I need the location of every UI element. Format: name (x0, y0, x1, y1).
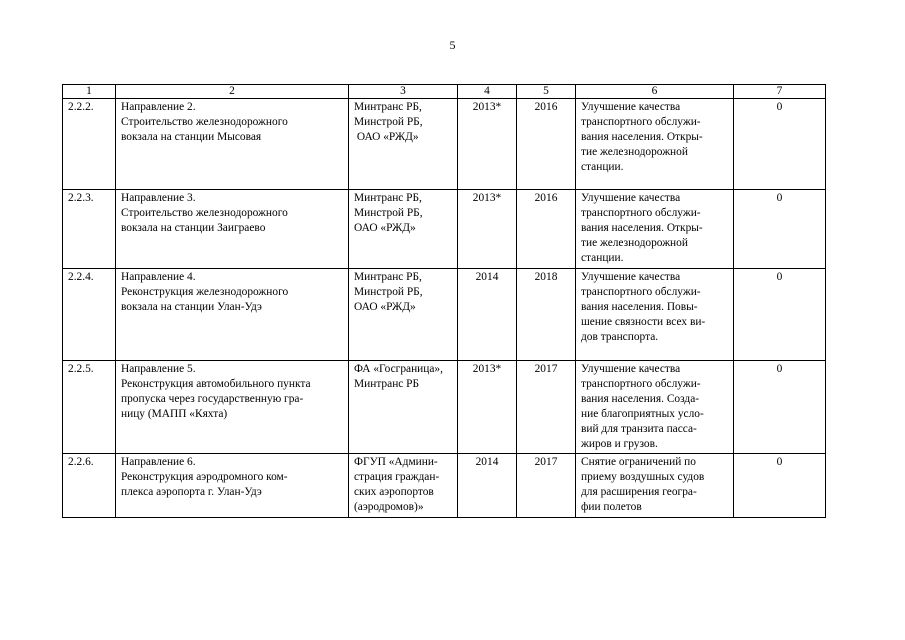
text-line: ФГУП «Админи- (354, 456, 438, 468)
text-line: ОАО «РЖД» (354, 222, 416, 234)
expected-result (576, 99, 734, 190)
expected-result (576, 361, 734, 454)
expected-result (576, 190, 734, 269)
text-line: Минтранс РБ, (354, 271, 422, 283)
row-number: 2.2.5. (63, 361, 116, 454)
expected-result (576, 454, 734, 518)
header-col-1: 1 (63, 85, 116, 99)
row-number: 2.2.6. (63, 454, 116, 518)
text-line: Реконструкция автомобильного пункта (121, 378, 311, 390)
executors (349, 269, 458, 361)
direction-name (116, 361, 349, 454)
start-year: 2014 (458, 269, 517, 361)
start-year: 2013* (458, 99, 517, 190)
page-number: 5 (449, 38, 456, 52)
text-line: для расширения геогра- (581, 486, 697, 498)
value: 0 (734, 361, 826, 454)
header-col-6: 6 (576, 85, 734, 99)
text-line: ние благоприятных усло- (581, 408, 704, 420)
text-line: вокзала на станции Улан-Удэ (121, 301, 262, 313)
text-line: шение связности всех ви- (581, 316, 706, 328)
header-col-5: 5 (517, 85, 576, 99)
end-year: 2016 (517, 99, 576, 190)
text-line: Минтранс РБ (354, 378, 420, 390)
text-line: ОАО «РЖД» (354, 301, 416, 313)
header-col-4: 4 (458, 85, 517, 99)
text-line: тие железнодорожной (581, 237, 688, 249)
text-line: Улучшение качества (581, 363, 681, 375)
start-year: 2013* (458, 361, 517, 454)
text-line: Снятие ограничений по (581, 456, 696, 468)
text-line: Направление 4. (121, 271, 196, 283)
row-number: 2.2.2. (63, 99, 116, 190)
executors (349, 99, 458, 190)
row-number: 2.2.3. (63, 190, 116, 269)
table-row (63, 454, 826, 518)
value: 0 (734, 99, 826, 190)
table-row (63, 269, 826, 361)
text-line: ских аэропортов (354, 486, 434, 498)
text-line: плекса аэропорта г. Улан-Удэ (121, 486, 262, 498)
text-line: Строительство железнодорожного (121, 116, 288, 128)
end-year: 2017 (517, 454, 576, 518)
text-line: пропуска через государственную гра- (121, 393, 304, 405)
text-line: Минстрой РБ, (354, 116, 423, 128)
text-line: страция граждан- (354, 471, 440, 483)
direction-name (116, 269, 349, 361)
text-line: станции. (581, 161, 624, 173)
text-line: вокзала на станции Мысовая (121, 131, 262, 143)
table-row (63, 190, 826, 269)
text-line: дов транспорта. (581, 331, 659, 343)
text-line: Строительство железнодорожного (121, 207, 288, 219)
value: 0 (734, 454, 826, 518)
text-line: ОАО «РЖД» (354, 131, 419, 143)
text-line: вий для транзита пасса- (581, 423, 697, 435)
executors (349, 361, 458, 454)
text-line: Реконструкция аэродромного ком- (121, 471, 288, 483)
text-line: фии полетов (581, 501, 642, 513)
table-row (63, 361, 826, 454)
text-line: Минтранс РБ, (354, 101, 422, 113)
expected-result (576, 269, 734, 361)
header-col-7: 7 (734, 85, 826, 99)
text-line: тие железнодорожной (581, 146, 688, 158)
row-number: 2.2.4. (63, 269, 116, 361)
text-line: транспортного обслужи- (581, 286, 701, 298)
text-line: Улучшение качества (581, 101, 681, 113)
direction-name (116, 99, 349, 190)
start-year: 2013* (458, 190, 517, 269)
executors (349, 454, 458, 518)
text-line: Направление 2. (121, 101, 196, 113)
end-year: 2018 (517, 269, 576, 361)
text-line: станции. (581, 252, 624, 264)
value: 0 (734, 190, 826, 269)
text-line: транспортного обслужи- (581, 378, 701, 390)
text-line: вокзала на станции Заиграево (121, 222, 266, 234)
text-line: Улучшение качества (581, 192, 681, 204)
start-year: 2014 (458, 454, 517, 518)
text-line: транспортного обслужи- (581, 207, 701, 219)
text-line: Улучшение качества (581, 271, 681, 283)
text-line: вания населения. Созда- (581, 393, 700, 405)
text-line: Направление 3. (121, 192, 196, 204)
text-line: транспортного обслужи- (581, 116, 701, 128)
table-row (63, 99, 826, 190)
text-line: Направление 5. (121, 363, 196, 375)
text-line: вания населения. Откры- (581, 222, 703, 234)
text-line: (аэродромов)» (354, 501, 424, 513)
direction-name (116, 190, 349, 269)
text-line: приему воздушных судов (581, 471, 705, 483)
program-table (62, 84, 826, 518)
text-line: жиров и грузов. (581, 438, 658, 450)
header-col-3: 3 (349, 85, 458, 99)
text-line: ФА «Госграница», (354, 363, 443, 375)
end-year: 2017 (517, 361, 576, 454)
end-year: 2016 (517, 190, 576, 269)
text-line: Реконструкция железнодорожного (121, 286, 289, 298)
text-line: вания населения. Откры- (581, 131, 703, 143)
executors (349, 190, 458, 269)
value: 0 (734, 269, 826, 361)
text-line: Направление 6. (121, 456, 196, 468)
header-row (63, 85, 826, 99)
direction-name (116, 454, 349, 518)
text-line: ницу (МАПП «Кяхта) (121, 408, 228, 420)
text-line: Минтранс РБ, (354, 192, 422, 204)
text-line: Минстрой РБ, (354, 207, 423, 219)
text-line: вания населения. Повы- (581, 301, 698, 313)
text-line: Минстрой РБ, (354, 286, 423, 298)
header-col-2: 2 (116, 85, 349, 99)
